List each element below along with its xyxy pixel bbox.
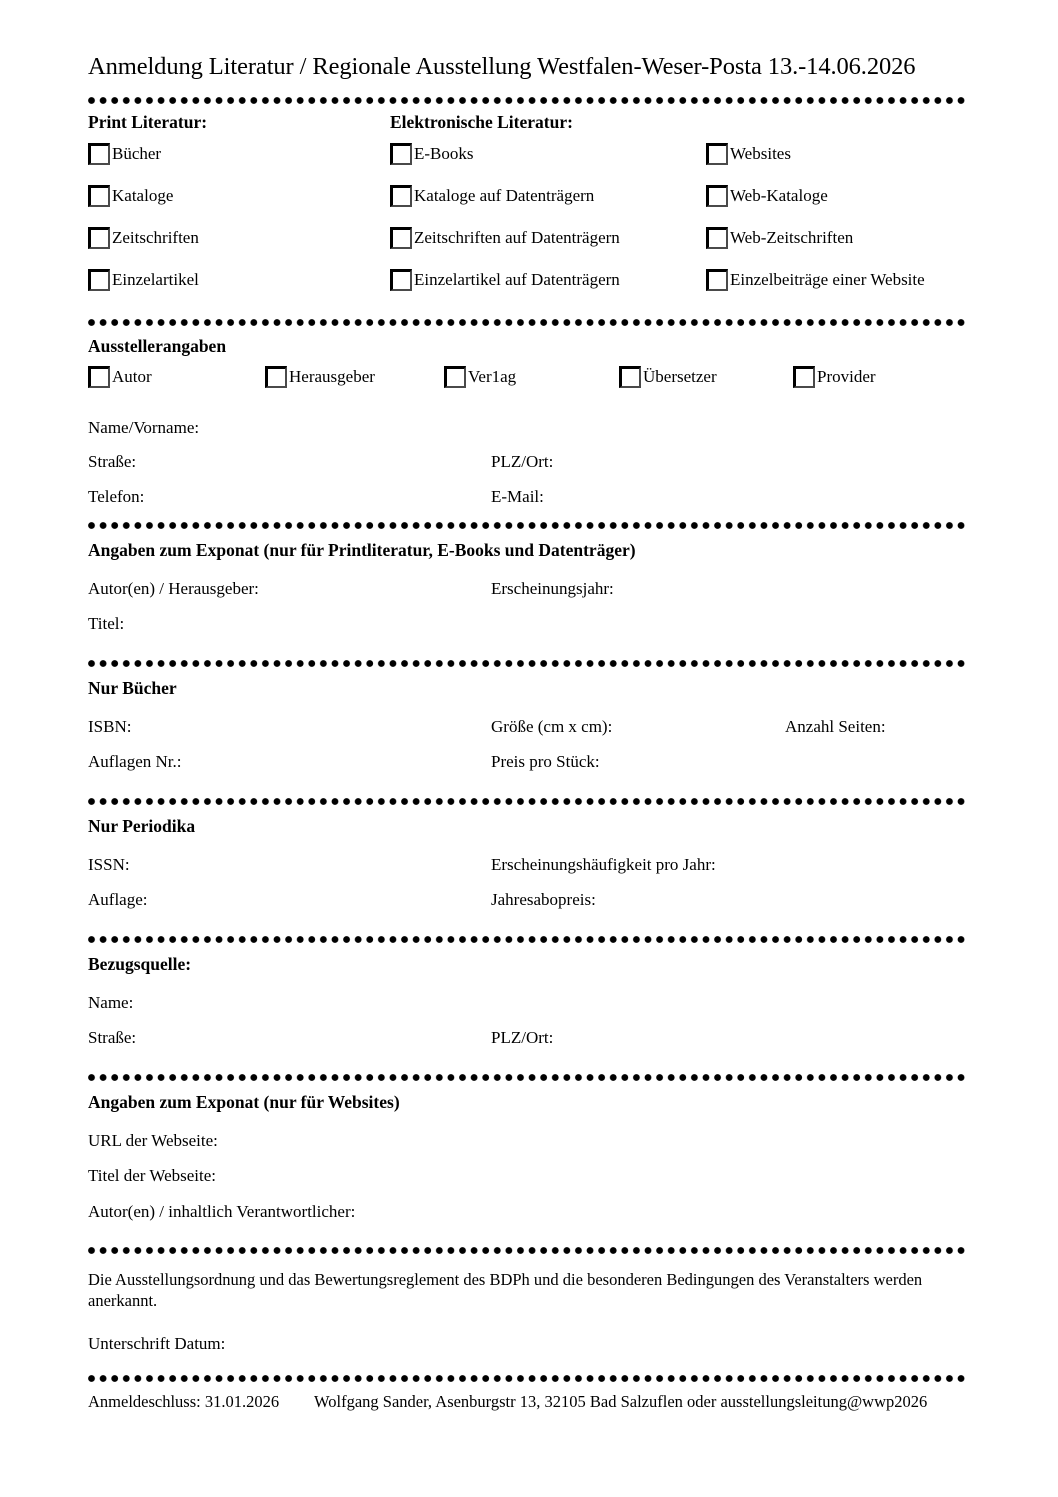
literature-row-1: [88, 143, 968, 167]
separator-rule-2: [88, 318, 968, 327]
checkbox-label-zeitschriften-datentraeger: Zeitschriften auf Datenträgern: [414, 227, 620, 247]
separator-rule-3: [88, 521, 968, 530]
exhibit-web-heading: Angaben zum Exponat (nur für Websites): [88, 1091, 400, 1112]
books-only-heading: Nur Bücher: [88, 677, 177, 698]
checkbox-label-verlag: Ver1ag: [468, 366, 517, 386]
checkbox-label-kataloge-datentraeger: Kataloge auf Datenträgern: [414, 185, 595, 205]
field-label-issn: ISSN:: [88, 854, 130, 874]
checkbox-label-buecher: Bücher: [112, 143, 162, 163]
footer-deadline: Anmeldeschluss: 31.01.2026: [88, 1391, 280, 1411]
checkbox-label-web-kataloge: Web-Kataloge: [730, 185, 828, 205]
periodicals-only-section: [88, 815, 970, 935]
checkbox-uebersetzer[interactable]: [619, 366, 641, 388]
document-content: [88, 0, 970, 1434]
separator-rule-7: [88, 1073, 968, 1082]
page-title: Anmeldung Literatur / Regionale Ausstellung Westfalen-Weser-Posta 13.-14.06.2026: [88, 53, 916, 80]
checkbox-item-einzelartikel-datentraeger[interactable]: [390, 269, 620, 291]
separator-rule-8: [88, 1246, 968, 1255]
checkbox-label-einzelbeitraege-website: Einzelbeiträge einer Website: [730, 269, 925, 289]
source-section: [88, 953, 970, 1073]
field-label-website-url: URL der Webseite:: [88, 1130, 218, 1150]
checkbox-label-websites: Websites: [730, 143, 791, 163]
field-label-name-vorname: Name/Vorname:: [88, 417, 200, 437]
field-label-erscheinungshaeufigkeit: Erscheinungshäufigkeit pro Jahr:: [491, 854, 716, 874]
literature-row-2: [88, 185, 968, 209]
checkbox-item-uebersetzer[interactable]: [619, 366, 717, 388]
checkbox-item-ebooks[interactable]: [390, 143, 474, 165]
checkbox-label-einzelartikel-datentraeger: Einzelartikel auf Datenträgern: [414, 269, 620, 289]
checkbox-label-ebooks: E-Books: [414, 143, 474, 163]
terms-section: [88, 1269, 970, 1374]
footer-section: [88, 1391, 970, 1434]
checkbox-web-kataloge[interactable]: [706, 185, 728, 207]
checkbox-label-autor: Autor: [112, 366, 152, 386]
checkbox-item-web-zeitschriften[interactable]: [706, 227, 853, 249]
field-label-telefon: Telefon:: [88, 486, 145, 506]
checkbox-item-zeitschriften-datentraeger[interactable]: [390, 227, 620, 249]
checkbox-einzelbeitraege-website[interactable]: [706, 269, 728, 291]
print-literature-heading: Print Literatur:: [88, 111, 208, 132]
checkbox-provider[interactable]: [793, 366, 815, 388]
electronic-literature-heading: Elektronische Literatur:: [390, 111, 573, 132]
checkbox-autor[interactable]: [88, 366, 110, 388]
exhibitor-heading: Ausstellerangaben: [88, 335, 227, 356]
checkbox-item-verlag[interactable]: [444, 366, 516, 388]
checkbox-label-zeitschriften: Zeitschriften: [112, 227, 199, 247]
checkbox-item-autor[interactable]: [88, 366, 152, 388]
field-label-anzahl-seiten: Anzahl Seiten:: [785, 716, 886, 736]
checkbox-ebooks[interactable]: [390, 143, 412, 165]
checkbox-label-uebersetzer: Übersetzer: [643, 366, 717, 386]
checkbox-item-buecher[interactable]: [88, 143, 161, 165]
exhibit-print-heading: Angaben zum Exponat (nur für Printliteratur, E-Books und Datenträger): [88, 539, 636, 560]
field-label-source-plz-ort: PLZ/Ort:: [491, 1027, 554, 1047]
checkbox-einzelartikel-datentraeger[interactable]: [390, 269, 412, 291]
checkbox-einzelartikel[interactable]: [88, 269, 110, 291]
terms-text: Die Ausstellungsordnung und das Bewertungsreglement des BDPh und die besonderen Bedingungen des Veranstalters werden anerkannt.: [88, 1269, 923, 1310]
field-label-erscheinungsjahr: Erscheinungsjahr:: [491, 578, 614, 598]
checkbox-kataloge[interactable]: [88, 185, 110, 207]
periodicals-only-heading: Nur Periodika: [88, 815, 196, 836]
field-label-jahresabopreis: Jahresabopreis:: [491, 889, 596, 909]
checkbox-herausgeber[interactable]: [265, 366, 287, 388]
field-label-autoren-herausgeber: Autor(en) / Herausgeber:: [88, 578, 259, 598]
field-label-signature-date: Unterschrift Datum:: [88, 1333, 226, 1353]
checkbox-item-einzelartikel[interactable]: [88, 269, 199, 291]
separator-rule-5: [88, 797, 968, 806]
checkbox-label-herausgeber: Herausgeber: [289, 366, 375, 386]
separator-rule-6: [88, 935, 968, 944]
checkbox-item-kataloge-datentraeger[interactable]: [390, 185, 594, 207]
field-label-preis-pro-stueck: Preis pro Stück:: [491, 751, 600, 771]
footer-contact: Wolfgang Sander, Asenburgstr 13, 32105 Bad Salzuflen oder ausstellungsleitung@wwp2026: [314, 1391, 928, 1411]
checkbox-label-kataloge: Kataloge: [112, 185, 174, 205]
field-label-titel: Titel:: [88, 613, 125, 633]
checkbox-kataloge-datentraeger[interactable]: [390, 185, 412, 207]
checkbox-item-einzelbeitraege-website[interactable]: [706, 269, 925, 291]
literature-row-4: [88, 269, 968, 293]
field-label-auflagen-nr: Auflagen Nr.:: [88, 751, 182, 771]
exhibitor-roles-row: [88, 366, 968, 390]
checkbox-item-kataloge[interactable]: [88, 185, 173, 207]
checkbox-item-web-kataloge[interactable]: [706, 185, 828, 207]
field-label-strasse: Straße:: [88, 451, 137, 471]
field-label-isbn: ISBN:: [88, 716, 132, 736]
exhibit-web-section: [88, 1091, 970, 1246]
exhibit-print-section: [88, 539, 970, 659]
literature-row-3: [88, 227, 968, 251]
checkbox-item-websites[interactable]: [706, 143, 791, 165]
checkbox-item-zeitschriften[interactable]: [88, 227, 199, 249]
source-heading: Bezugsquelle:: [88, 953, 192, 974]
checkbox-web-zeitschriften[interactable]: [706, 227, 728, 249]
field-label-plz-ort: PLZ/Ort:: [491, 451, 554, 471]
field-label-website-autoren: Autor(en) / inhaltlich Verantwortlicher:: [88, 1201, 356, 1221]
field-label-source-strasse: Straße:: [88, 1027, 137, 1047]
checkbox-zeitschriften[interactable]: [88, 227, 110, 249]
checkbox-item-provider[interactable]: [793, 366, 876, 388]
checkbox-label-einzelartikel: Einzelartikel: [112, 269, 199, 289]
field-label-source-name: Name:: [88, 992, 134, 1012]
checkbox-item-herausgeber[interactable]: [265, 366, 375, 388]
field-label-email: E-Mail:: [491, 486, 544, 506]
separator-rule-9: [88, 1374, 968, 1383]
books-only-section: [88, 677, 970, 797]
checkbox-zeitschriften-datentraeger[interactable]: [390, 227, 412, 249]
checkbox-label-web-zeitschriften: Web-Zeitschriften: [730, 227, 854, 247]
field-label-auflage: Auflage:: [88, 889, 148, 909]
field-label-website-titel: Titel der Webseite:: [88, 1165, 217, 1185]
field-label-groesse: Größe (cm x cm):: [491, 716, 613, 736]
separator-rule-4: [88, 659, 968, 668]
checkbox-label-provider: Provider: [817, 366, 876, 386]
exhibitor-section: [88, 335, 970, 521]
literature-section: [88, 111, 970, 318]
checkbox-verlag[interactable]: [444, 366, 466, 388]
checkbox-buecher[interactable]: [88, 143, 110, 165]
checkbox-websites[interactable]: [706, 143, 728, 165]
separator-rule-1: [88, 96, 968, 105]
